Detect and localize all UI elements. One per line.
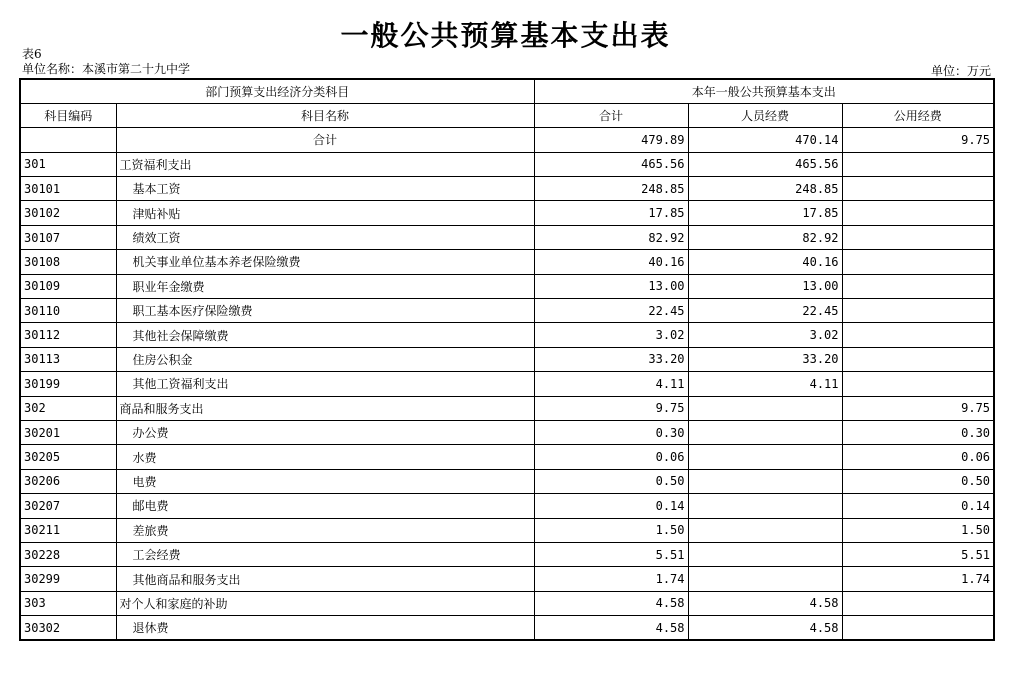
row-personnel: 4.58: [688, 616, 842, 640]
table-number: 表6: [22, 47, 42, 61]
table-row: [20, 420, 994, 444]
header-code: 科目编码: [20, 103, 116, 127]
total-public: 9.75: [842, 128, 994, 152]
row-public: [842, 372, 994, 396]
table-row: [20, 591, 994, 615]
row-name: 住房公积金: [116, 347, 534, 371]
header-economic-classification: 部门预算支出经济分类科目: [20, 79, 534, 103]
row-public: [842, 201, 994, 225]
row-total: 9.75: [534, 396, 688, 420]
row-personnel: [688, 567, 842, 591]
table-row: [20, 616, 994, 640]
row-code: 30299: [20, 567, 116, 591]
row-public: [842, 250, 994, 274]
total-personnel: 470.14: [688, 128, 842, 152]
table-row: [20, 494, 994, 518]
row-name: 差旅费: [116, 518, 534, 542]
row-personnel: 248.85: [688, 177, 842, 201]
row-name: 机关事业单位基本养老保险缴费: [116, 250, 534, 274]
row-personnel: 3.02: [688, 323, 842, 347]
table-row: [20, 201, 994, 225]
row-name: 工会经费: [116, 542, 534, 566]
row-name: 商品和服务支出: [116, 396, 534, 420]
table-row: [20, 250, 994, 274]
row-code: 30102: [20, 201, 116, 225]
row-code: 301: [20, 152, 116, 176]
row-name: 工资福利支出: [116, 152, 534, 176]
row-total: 248.85: [534, 177, 688, 201]
row-personnel: [688, 420, 842, 444]
row-name: 水费: [116, 445, 534, 469]
row-code: 30211: [20, 518, 116, 542]
row-public: 1.50: [842, 518, 994, 542]
table-row: [20, 518, 994, 542]
row-code: 30228: [20, 542, 116, 566]
table-row: [20, 542, 994, 566]
table-row: [20, 372, 994, 396]
row-public: [842, 225, 994, 249]
row-total: 5.51: [534, 542, 688, 566]
table-row: [20, 469, 994, 493]
row-public: [842, 299, 994, 323]
row-personnel: [688, 518, 842, 542]
row-name: 其他商品和服务支出: [116, 567, 534, 591]
row-code: 30205: [20, 445, 116, 469]
row-name: 对个人和家庭的补助: [116, 591, 534, 615]
table-row: [20, 347, 994, 371]
row-name: 绩效工资: [116, 225, 534, 249]
row-total: 33.20: [534, 347, 688, 371]
row-code: 30110: [20, 299, 116, 323]
row-personnel: 17.85: [688, 201, 842, 225]
row-total: 4.58: [534, 616, 688, 640]
row-total: 0.30: [534, 420, 688, 444]
row-personnel: 40.16: [688, 250, 842, 274]
row-total: 4.58: [534, 591, 688, 615]
table-row: [20, 177, 994, 201]
row-name: 办公费: [116, 420, 534, 444]
row-personnel: 13.00: [688, 274, 842, 298]
table-row: [20, 445, 994, 469]
row-public: 0.50: [842, 469, 994, 493]
row-personnel: 465.56: [688, 152, 842, 176]
row-name: 电费: [116, 469, 534, 493]
total-row: [20, 128, 994, 152]
row-total: 1.74: [534, 567, 688, 591]
row-code: 30101: [20, 177, 116, 201]
row-public: 0.06: [842, 445, 994, 469]
row-code: 30199: [20, 372, 116, 396]
row-name: 其他社会保障缴费: [116, 323, 534, 347]
table-row: [20, 567, 994, 591]
row-code: 303: [20, 591, 116, 615]
currency-unit: 单位：万元: [930, 64, 991, 78]
row-name: 基本工资: [116, 177, 534, 201]
row-personnel: 33.20: [688, 347, 842, 371]
row-total: 0.50: [534, 469, 688, 493]
row-code: 30107: [20, 225, 116, 249]
table-row: [20, 323, 994, 347]
row-name: 职工基本医疗保险缴费: [116, 299, 534, 323]
total-sum: 479.89: [534, 128, 688, 152]
row-total: 17.85: [534, 201, 688, 225]
row-personnel: 4.58: [688, 591, 842, 615]
row-total: 0.14: [534, 494, 688, 518]
row-personnel: [688, 542, 842, 566]
row-total: 22.45: [534, 299, 688, 323]
row-code: 30207: [20, 494, 116, 518]
row-name: 津贴补贴: [116, 201, 534, 225]
row-code: 30109: [20, 274, 116, 298]
row-total: 1.50: [534, 518, 688, 542]
row-personnel: 4.11: [688, 372, 842, 396]
row-personnel: [688, 396, 842, 420]
row-public: [842, 347, 994, 371]
row-public: [842, 274, 994, 298]
table-row: [20, 152, 994, 176]
row-code: 30201: [20, 420, 116, 444]
row-public: [842, 591, 994, 615]
row-total: 4.11: [534, 372, 688, 396]
row-public: 0.30: [842, 420, 994, 444]
row-code: 30302: [20, 616, 116, 640]
total-label: 合计: [116, 128, 534, 152]
row-public: [842, 323, 994, 347]
row-code: 30112: [20, 323, 116, 347]
row-total: 3.02: [534, 323, 688, 347]
row-public: 5.51: [842, 542, 994, 566]
row-total: 465.56: [534, 152, 688, 176]
row-public: [842, 177, 994, 201]
row-total: 82.92: [534, 225, 688, 249]
row-personnel: 22.45: [688, 299, 842, 323]
row-code: 30108: [20, 250, 116, 274]
unit-name: 单位名称：本溪市第二十九中学: [22, 62, 191, 76]
row-code: 30206: [20, 469, 116, 493]
row-name: 邮电费: [116, 494, 534, 518]
table-row: [20, 225, 994, 249]
row-personnel: [688, 445, 842, 469]
table-row: [20, 274, 994, 298]
row-personnel: 82.92: [688, 225, 842, 249]
header-column-row: [20, 103, 994, 127]
header-group-row: [20, 79, 994, 103]
budget-table: [19, 78, 995, 641]
row-personnel: [688, 469, 842, 493]
row-total: 40.16: [534, 250, 688, 274]
page-title: 一般公共预算基本支出表: [340, 19, 671, 52]
row-public: 9.75: [842, 396, 994, 420]
row-public: 1.74: [842, 567, 994, 591]
row-name: 退休费: [116, 616, 534, 640]
row-public: [842, 152, 994, 176]
header-personnel: 人员经费: [688, 103, 842, 127]
table-row: [20, 396, 994, 420]
row-name: 职业年金缴费: [116, 274, 534, 298]
row-personnel: [688, 494, 842, 518]
header-public: 公用经费: [842, 103, 994, 127]
row-name: 其他工资福利支出: [116, 372, 534, 396]
total-code-cell: [20, 128, 116, 152]
row-public: 0.14: [842, 494, 994, 518]
row-code: 302: [20, 396, 116, 420]
table-row: [20, 299, 994, 323]
row-total: 13.00: [534, 274, 688, 298]
header-name: 科目名称: [116, 103, 534, 127]
header-total: 合计: [534, 103, 688, 127]
header-basic-expenditure: 本年一般公共预算基本支出: [534, 79, 994, 103]
row-total: 0.06: [534, 445, 688, 469]
row-public: [842, 616, 994, 640]
row-code: 30113: [20, 347, 116, 371]
